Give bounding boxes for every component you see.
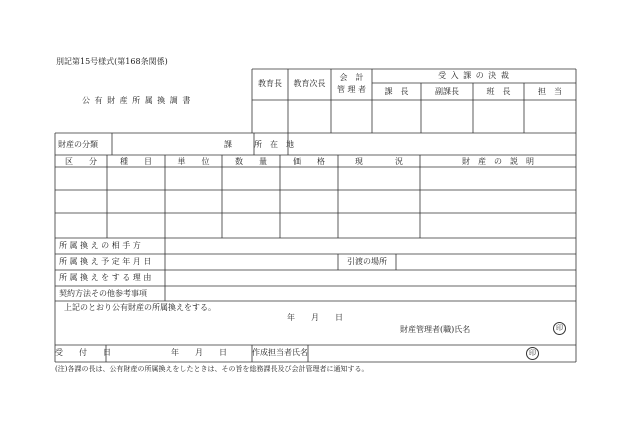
approval-cell-kyoikujicho[interactable] <box>288 100 331 133</box>
col-tani: 単 位 <box>177 157 210 166</box>
approval-kyoikujicho: 教育次長 <box>293 79 326 88</box>
statement-date: 年 月 日 <box>287 313 343 322</box>
approval-cell-fukukacho[interactable] <box>421 100 473 133</box>
approval-cell-kaikei[interactable] <box>331 100 372 133</box>
bunrui-label: 財産の分類 <box>58 140 98 149</box>
form-title: 公 有 財 産 所 属 換 調 書 <box>82 96 192 105</box>
approval-cell-kyoikucho[interactable] <box>252 100 288 133</box>
approval-hancho: 班 長 <box>486 87 511 96</box>
yotei-label: 所 属 換 え 予 定 年 月 日 <box>59 257 152 266</box>
col-suryo: 数 量 <box>235 157 267 166</box>
sakusei-label: 作成担当者氏名 <box>252 348 308 357</box>
approval-kacho: 課 長 <box>384 87 409 96</box>
statement-text: 上記のとおり公有財産の所属換えをする。 <box>64 303 216 312</box>
col-kakaku: 価 格 <box>293 157 325 166</box>
table-row[interactable] <box>55 213 576 238</box>
aiteka-field[interactable] <box>165 238 576 254</box>
riyu-field[interactable] <box>165 270 576 286</box>
approval-cell-kacho[interactable] <box>372 100 421 133</box>
ka-label: 課 <box>224 140 232 149</box>
col-kubun: 区 分 <box>65 157 97 166</box>
hikiwatashi-field[interactable] <box>396 254 576 270</box>
keiyaku-label: 契約方法その他参考事項 <box>59 289 147 298</box>
form-number: 別記第15号様式(第168条関係) <box>56 57 168 66</box>
bunrui-field[interactable] <box>112 133 254 155</box>
approval-fukukacho: 副課長 <box>435 87 459 96</box>
keiyaku-field[interactable] <box>165 286 576 301</box>
seal-icon: 印 <box>526 347 539 360</box>
approval-kaikei-line1: 会 計 <box>339 73 364 82</box>
table-row[interactable] <box>55 190 576 213</box>
shozaichi-label: 所 在 地 <box>254 140 294 149</box>
col-setsumei: 財 産 の 説 明 <box>462 157 534 166</box>
sakusei-field[interactable] <box>308 345 523 362</box>
approval-kaikei-line2: 管 理 者 <box>336 85 367 94</box>
approval-cell-hancho[interactable] <box>473 100 524 133</box>
shozaichi-field[interactable] <box>288 133 576 155</box>
uketsuke-date: 年 月 日 <box>171 348 227 357</box>
aiteka-label: 所 属 換 え の 相 手 方 <box>59 241 141 250</box>
yotei-field[interactable] <box>165 254 338 270</box>
seal-icon: 印 <box>553 322 566 335</box>
riyu-label: 所 属 換 え を す る 理 由 <box>59 273 152 282</box>
table-row[interactable] <box>55 167 576 190</box>
uketsuke-label: 受 付 日 <box>55 348 111 357</box>
col-shumoku: 種 目 <box>120 157 152 166</box>
approval-tanto: 担 当 <box>538 87 562 96</box>
approval-kyoikucho: 教育長 <box>258 79 282 88</box>
col-genkyo: 現 況 <box>355 157 403 166</box>
footnote: (注)各課の長は、公有財産の所属換えをしたときは、その旨を総務課長及び会計管理者に通知する。 <box>55 365 369 373</box>
approval-ukeire-title: 受 入 課 の 決 裁 <box>438 71 510 80</box>
approval-cell-tanto[interactable] <box>524 100 576 133</box>
kanrisha-label: 財産管理者(職)氏名 <box>400 325 471 334</box>
hikiwatashi-label: 引渡の場所 <box>347 257 387 266</box>
